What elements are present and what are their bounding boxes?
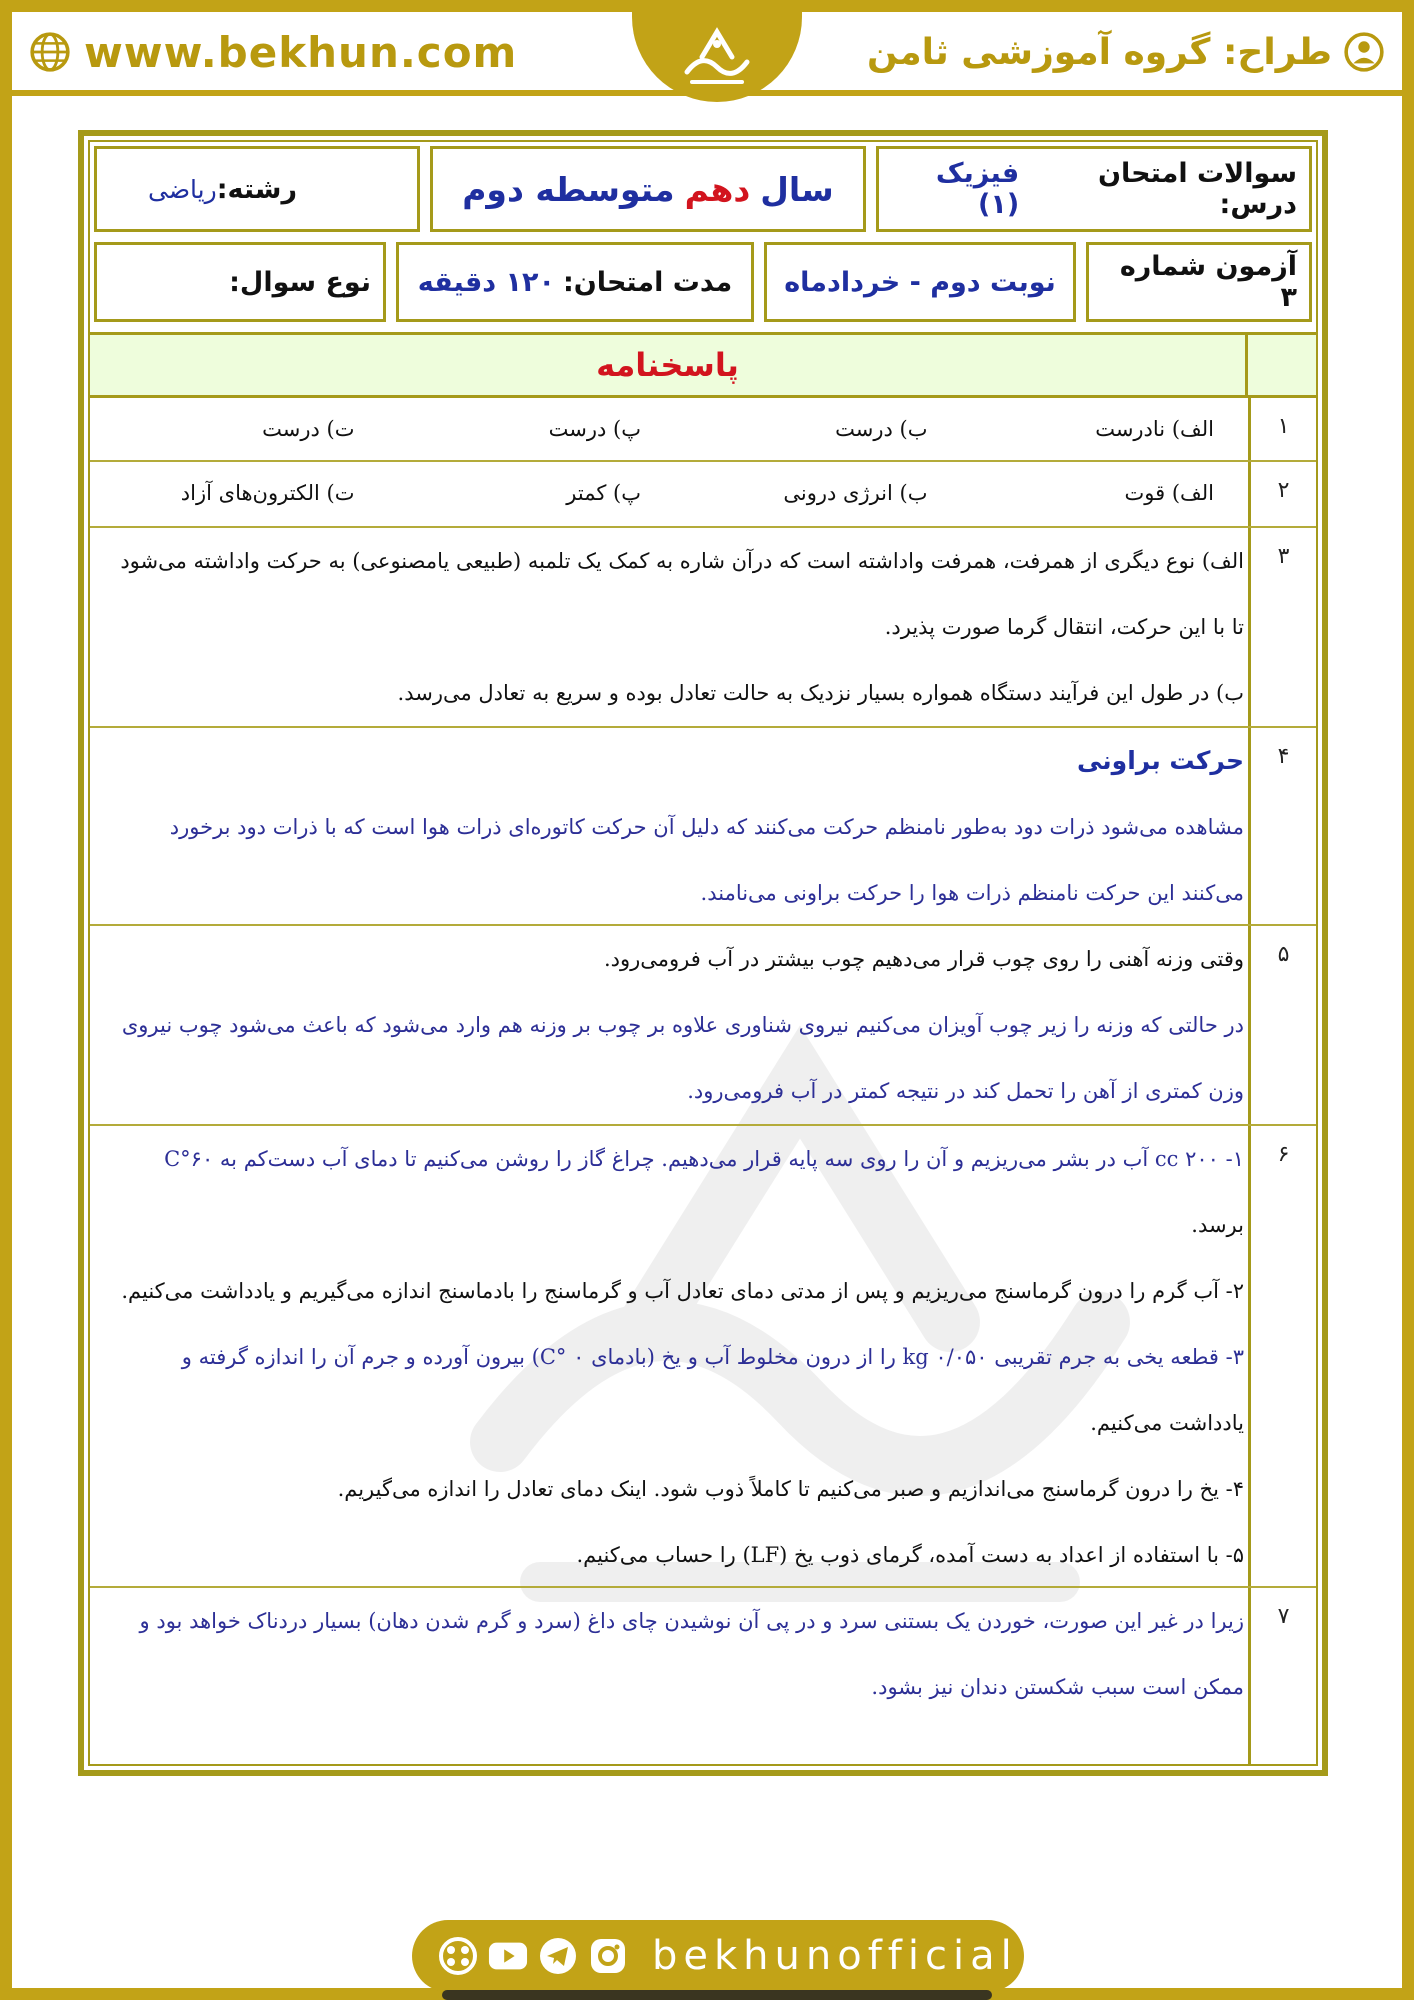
answer-body (98, 462, 1244, 526)
instagram-icon[interactable] (588, 1936, 628, 1976)
answer-row-2 (90, 462, 1316, 528)
answer-line: وزن کمتری از آهن را تحمل کند در نتیجه کمتر در آب فرومی‌رود. (687, 1079, 1244, 1103)
answer-line: زیرا در غیر این صورت، خوردن یک بستنی سرد و در پی آن نوشیدن چای داغ (سرد و گرم شدن دهان) بسیار دردناک خواهد بود و (139, 1609, 1244, 1633)
answer-row-5 (90, 926, 1316, 1126)
answer-line: ب) در طول این فرآیند دستگاه همواره بسیار نزدیک به حالت تعادل بوده و سریع به تعادل می‌رسد. (397, 681, 1244, 705)
session-text: نوبت دوم - خردادماه (784, 266, 1056, 298)
answer-line: ۴- یخ را درون گرماسنج می‌اندازیم و صبر می‌کنیم تا کاملاً ذوب شود. اینک دمای تعادل را اندازه می‌گیریم. (337, 1477, 1244, 1501)
course-label: سوالات امتحان درس: (1097, 158, 1297, 220)
answer-line: ممکن است سبب شکستن دندان نیز بشود. (871, 1675, 1244, 1699)
footer-shadow (442, 1990, 992, 2000)
answer-row-6 (90, 1126, 1316, 1588)
course-value: فیزیک (۱) (935, 158, 1020, 220)
option-alef: الف) نادرست (1095, 417, 1214, 441)
answer-line: برسد. (1191, 1213, 1244, 1237)
bekhun-logo-icon (672, 22, 762, 92)
info-row-1 (90, 146, 1316, 232)
duration-cell (396, 242, 754, 322)
test-number: آزمون شماره ۳ (1119, 251, 1297, 313)
aparat-icon[interactable] (438, 1936, 478, 1976)
answer-options (98, 462, 1244, 524)
option-pe: پ) کمتر (566, 481, 641, 505)
answer-line: ۵- با استفاده از اعداد به دست آمده، گرمای ذوب یخ (LF) را حساب می‌کنیم. (576, 1543, 1244, 1567)
designer-credit (867, 24, 1384, 80)
answer-line: ۱- ۲۰۰ cc آب در بشر می‌ریزیم و آن را روی سه پایه قرار می‌دهیم. چراغ گاز را روشن می‌کنیم تا دمای آب دست‌کم به ۶۰°C (164, 1147, 1244, 1171)
session-cell (764, 242, 1076, 322)
exam-frame (78, 130, 1328, 1776)
answer-sheet-title: پاسخنامه (90, 335, 1248, 395)
answer-row-1 (90, 398, 1316, 462)
answer-subheading: حرکت براونی (1076, 746, 1244, 775)
option-alef: الف) قوت (1124, 481, 1214, 505)
info-row-2 (90, 242, 1316, 322)
answer-line: تا با این حرکت، انتقال گرما صورت پذیرد. (884, 615, 1244, 639)
answer-line: وقتی وزنه آهنی را روی چوب قرار می‌دهیم چوب بیشتر در آب فرومی‌رود. (603, 947, 1244, 971)
answer-line: در حالتی که وزنه را زیر چوب آویزان می‌کنیم نیروی شناوری علاوه بر چوب بر وزنه هم وارد می‌شود که باعث می‌شود چوب نیروی (121, 1013, 1244, 1037)
grade-highlight: دهم (684, 169, 751, 209)
user-icon (1344, 32, 1384, 72)
answer-body (98, 926, 1244, 1124)
answer-row-7 (90, 1588, 1316, 1764)
answer-number: ۴ (1248, 728, 1316, 924)
test-number-cell (1086, 242, 1312, 322)
answer-body (98, 1588, 1244, 1764)
course-cell (876, 146, 1312, 232)
duration-label: مدت امتحان: (562, 266, 733, 298)
answer-row-4 (90, 728, 1316, 926)
answer-row-3 (90, 528, 1316, 728)
option-be: ب) درست (835, 417, 928, 441)
logo-badge (632, 12, 802, 102)
answer-body (98, 398, 1244, 460)
header-bar (12, 12, 1402, 96)
answer-line: مشاهده می‌شود ذرات دود به‌طور نامنظم حرکت می‌کنند که دلیل آن حرکت کاتوره‌ای ذرات هوا است که با ذرات دود برخورد (169, 815, 1244, 839)
telegram-icon[interactable] (538, 1936, 578, 1976)
social-footer (412, 1920, 1024, 1992)
answer-line: یادداشت می‌کنیم. (1090, 1411, 1244, 1435)
answer-line: می‌کنند این حرکت نامنظم ذرات هوا را حرکت براونی می‌نامند. (700, 881, 1244, 905)
exam-table (88, 140, 1318, 1766)
field-cell (94, 146, 420, 232)
grade-prefix: سال (760, 169, 834, 209)
answer-sheet-banner (90, 332, 1316, 398)
answer-body (98, 1126, 1244, 1586)
option-be: ب) انرژی درونی (783, 481, 928, 505)
duration-value: ۱۲۰ دقیقه (417, 266, 555, 298)
answer-body (98, 528, 1244, 726)
option-te: ت) الکترون‌های آزاد (180, 481, 355, 505)
answer-number: ۷ (1248, 1588, 1316, 1764)
field-value: ریاضی (147, 174, 217, 204)
option-te: ت) درست (262, 417, 355, 441)
answer-line: ۳- قطعه یخی به جرم تقریبی ۰/۰۵۰ kg را از درون مخلوط آب و یخ (بادمای ۰ °C) بیرون آورده و جرم آن را اندازه گرفته و (181, 1345, 1244, 1369)
designer-text: طراح: گروه آموزشی ثامن (866, 31, 1332, 73)
answer-number: ۶ (1248, 1126, 1316, 1586)
question-type-cell (94, 242, 386, 322)
grade-cell (430, 146, 866, 232)
youtube-icon[interactable] (488, 1936, 528, 1976)
answer-options (98, 398, 1244, 460)
social-handle[interactable]: bekhunofficial (652, 1933, 1018, 1979)
answer-line: ۲- آب گرم را درون گرماسنج می‌ریزیم و پس از مدتی دمای تعادل آب و گرماسنج را بادماسنج اندازه می‌گیریم و یادداشت می‌کنیم. (121, 1279, 1244, 1303)
answer-line: الف) نوع دیگری از همرفت، همرفت واداشته است که درآن شاره به کمک یک تلمبه (طبیعی یامصنوعی) به حرکت واداشته می‌شود (120, 549, 1244, 573)
question-type: نوع سوال: (229, 266, 371, 298)
answer-number: ۵ (1248, 926, 1316, 1124)
option-pe: پ) درست (548, 417, 641, 441)
grade-suffix: متوسطه دوم (462, 169, 675, 209)
answer-number: ۳ (1248, 528, 1316, 726)
globe-icon (30, 32, 70, 72)
answer-number: ۲ (1248, 462, 1316, 526)
site-link[interactable] (30, 24, 517, 80)
field-label: رشته: (216, 173, 297, 205)
answer-body (98, 728, 1244, 924)
answer-number: ۱ (1248, 398, 1316, 460)
site-url[interactable]: www.bekhun.com (84, 27, 518, 77)
